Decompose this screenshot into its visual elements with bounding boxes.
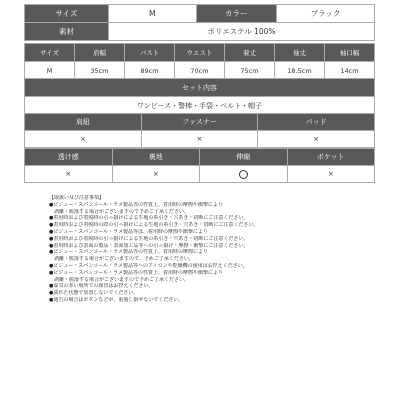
- transparency-value: ×: [25, 166, 113, 183]
- care-note-line: ●ビジュー・スパンコール・ラメ製品等へのアイロンや乾燥機の使用はお控えください。: [49, 262, 248, 269]
- care-note-line: ●ビジュー・スパンコール・ラメ製品等は、着用時の摩擦や衝撃により: [49, 228, 209, 235]
- sleeve-length-cell: 18.5cm: [275, 62, 325, 80]
- material-value: ポリエステル 100%: [109, 23, 375, 41]
- cuff-width-header: 袖口幅: [325, 44, 375, 62]
- basic-info-table: [24, 4, 375, 41]
- waist-header: ウエスト: [175, 44, 225, 62]
- circle-icon: [239, 170, 248, 179]
- care-note-line: 剥離・脱落する場合がございますので予めご了承ください。: [49, 276, 190, 283]
- cuff-width-cell: 14cm: [325, 62, 375, 80]
- size-measurement-table: [24, 43, 375, 80]
- care-note-line: 剥離・脱落する場合がございますので、予めご了承ください。: [49, 256, 194, 263]
- features-table-1: [24, 113, 375, 148]
- care-note-line: ●通告の場合はボタンなどが、重過し掛せないでください。: [49, 296, 184, 303]
- care-note-line: ●湿気の多い場所での保管はお控えください。: [49, 283, 154, 290]
- care-note-line: ●ビジュー・スパンコール・ラメ製品等の性質上、着用時の摩擦や衝撃により: [49, 269, 224, 276]
- pocket-header: ポケット: [287, 149, 375, 166]
- pad-header: パッド: [258, 114, 375, 131]
- care-note-line: 剥離・脱落する場合がございますので予めご了承ください。: [49, 208, 190, 215]
- sleeve-length-header: 袖丈: [275, 44, 325, 62]
- bust-cell: 89cm: [125, 62, 175, 80]
- care-note-line: 【取扱い及び注意事項】: [49, 195, 105, 201]
- set-contents-header: セット内容: [25, 79, 375, 97]
- length-cell: 75cm: [225, 62, 275, 80]
- care-note-line: ●着用時および表面の製品・表面加工品等への引っ掛け・摩擦・衝撃にご注意ください。: [49, 242, 249, 249]
- lining-value: ×: [112, 166, 200, 183]
- shoulder-width-header: 肩幅: [75, 44, 125, 62]
- material-label: 素材: [25, 23, 109, 41]
- lining-header: 裏地: [112, 149, 200, 166]
- stretch-header: 伸縮: [200, 149, 288, 166]
- care-note-line: ●ビジュー・スパンコール・ラメ製品等の性質上、着用時の摩擦や衝撃により: [49, 201, 224, 208]
- care-note-line: ●着用時および着脱時の引っ掛けによる生地の糸引き・穴あき・切断にご注意ください。: [49, 215, 249, 222]
- zipper-header: ファスナー: [141, 114, 258, 131]
- size-cell: M: [25, 62, 75, 80]
- care-note-line: ●ビジュー・スパンコール・ラメ製品等の性質上、着用時の摩擦により: [49, 249, 209, 256]
- features-table-2: [24, 148, 375, 183]
- stretch-value: [200, 166, 288, 183]
- bust-header: バスト: [125, 44, 175, 62]
- care-note-line: ●濡れた状態で放置しないでください。: [49, 290, 139, 297]
- zipper-value: ×: [141, 131, 258, 148]
- care-note-line: ●着用時および着脱時の際の引っ掛けによる生地の糸引き・穴あき・切断にご注意ください。: [49, 222, 259, 229]
- color-label: カラー: [196, 5, 277, 23]
- length-header: 着丈: [225, 44, 275, 62]
- waist-cell: 70cm: [175, 62, 225, 80]
- pad-value: ×: [258, 131, 375, 148]
- size-header: サイズ: [25, 44, 75, 62]
- shoulder-width-cell: 35cm: [75, 62, 125, 80]
- size-label: サイズ: [25, 5, 109, 23]
- color-value: ブラック: [277, 5, 375, 23]
- shoulder-strap-header: 肩紐: [25, 114, 142, 131]
- set-contents-value: ワンピース・警棒・手袋・ベルト・帽子: [25, 97, 375, 115]
- transparency-header: 透け感: [25, 149, 113, 166]
- pocket-value: ×: [287, 166, 375, 183]
- care-note-line: ●着用時および着脱時の引っ掛けによる生地の糸引き・穴あき・切断にご注意ください。: [49, 235, 249, 242]
- size-value: M: [109, 5, 197, 23]
- set-contents-table: [24, 78, 375, 115]
- care-notes: [49, 195, 379, 304]
- shoulder-strap-value: ×: [25, 131, 142, 148]
